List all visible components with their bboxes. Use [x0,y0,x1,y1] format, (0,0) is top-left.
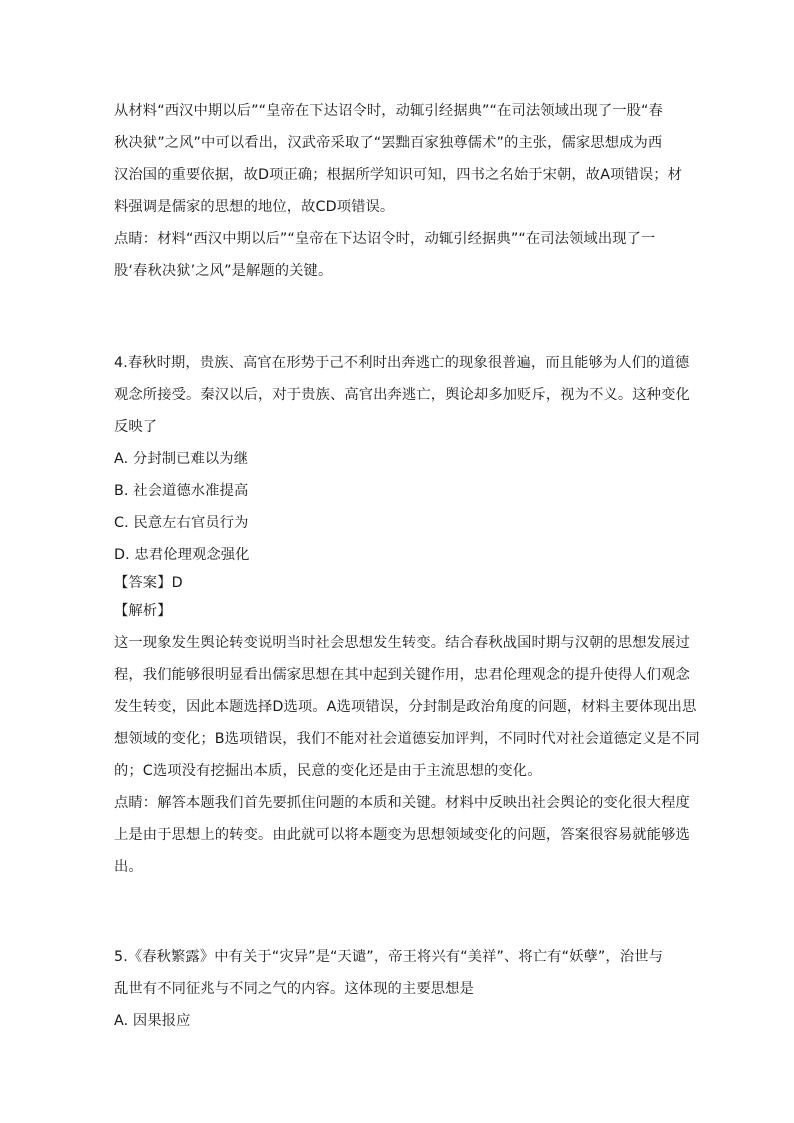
q4-option-b: B. 社会道德水准提高 [114,483,249,499]
q3-analysis-line: 料强调是儒家的思想的地位，故CD项错误。 [114,199,395,215]
q4-analysis-line: 发生转变，因此本题选择D选项。A选项错误，分封制是政治角度的问题，材料主要体现出思 [114,699,697,715]
q4-analysis-line: 这一现象发生舆论转变说明当时社会思想发生转变。结合春秋战国时期与汉朝的思想发展过 [114,635,690,651]
q4-answer: 【答案】D [114,575,183,591]
q3-analysis-line: 从材料“西汉中期以后”“皇帝在下达诏令时，动辄引经据典”“在司法领域出现了一股“春 [114,103,663,119]
q4-option-c: C. 民意左右官员行为 [114,515,249,531]
q4-tip-line: 出。 [114,859,143,875]
q5-stem-line: 乱世有不同征兆与不同之气的内容。这体现的主要思想是 [114,981,474,997]
q4-stem-line: 观念所接受。秦汉以后，对于贵族、高官出奔逃亡，舆论却多加贬斥，视为不义。这种变化 [114,387,690,403]
q4-analysis-line: 想领域的变化；B选项错误，我们不能对社会道德妄加评判，不同时代对社会道德定义是不同 [114,731,700,747]
q4-tip-line: 点睛：解答本题我们首先要抓住问题的本质和关键。材料中反映出社会舆论的变化很大程度 [114,795,690,811]
q4-analysis-heading: 【解析】 [114,603,172,619]
q4-option-a: A. 分封制已难以为继 [114,451,249,467]
q4-analysis-line: 程，我们能够很明显看出儒家思想在其中起到关键作用，忠君伦理观念的提升使得人们观念 [114,667,690,683]
q3-tip-line: 点睛：材料“西汉中期以后”“皇帝在下达诏令时，动辄引经据典”“在司法领域出现了一 [114,231,656,247]
q5-stem-line: 5.《春秋繁露》中有关于“灾异”是“天谴”，帝王将兴有“美祥”、将亡有“妖孽”，治世与 [114,949,663,965]
q4-tip-line: 上是由于思想上的转变。由此就可以将本题变为思想领域变化的问题，答案很容易就能够选 [114,827,690,843]
q4-stem-line: 4.春秋时期，贵族、高官在形势于己不利时出奔逃亡的现象很普遍，而且能够为人们的道德 [114,355,690,371]
q4-analysis-line: 的；C选项没有挖掘出本质，民意的变化还是由于主流思想的变化。 [114,763,542,779]
q3-analysis-line: 汉治国的重要依据，故D项正确；根据所学知识可知，四书之名始于宋朝，故A项错误；材 [114,167,683,183]
q4-stem-line: 反映了 [114,419,158,435]
q3-tip-line: 股‘春秋决狱’之风”是解题的关键。 [114,263,333,279]
q3-analysis-line: 秋决狱”之风”中可以看出，汉武帝采取了“罢黜百家独尊儒术”的主张，儒家思想成为西 [114,135,663,151]
q5-option-a: A. 因果报应 [114,1013,191,1029]
q4-option-d: D. 忠君伦理观念强化 [114,547,250,563]
